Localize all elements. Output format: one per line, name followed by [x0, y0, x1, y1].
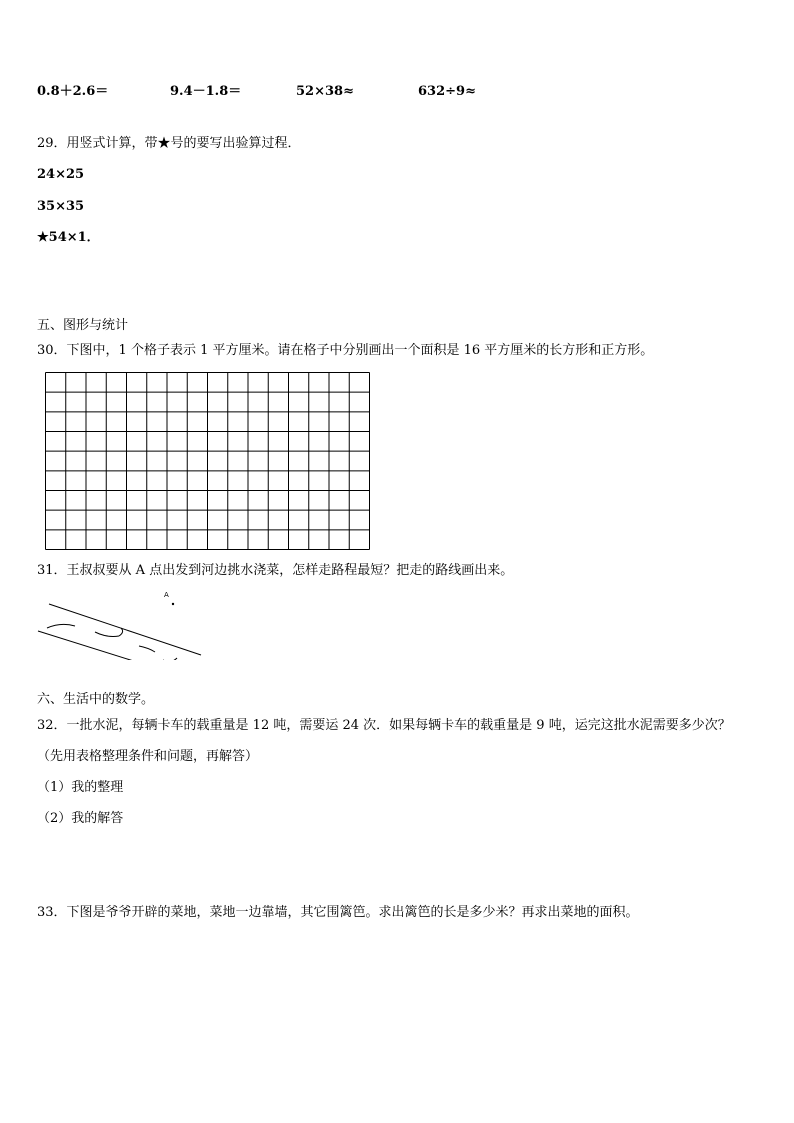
calc-item-3: 52×38≈ [296, 84, 354, 99]
section-heading-5: 五、图形与统计 [37, 318, 129, 333]
river-bank-lower [38, 631, 175, 660]
q29-item-3: ★54×1． [37, 230, 100, 245]
water-ripple [163, 658, 177, 660]
point-a-label: A [164, 591, 169, 599]
calc-item-4: 632÷9≈ [418, 84, 476, 99]
section-heading-6: 六、生活中的数学。 [37, 692, 155, 707]
water-ripple [47, 624, 75, 628]
q29-title: 29．用竖式计算，带★号的要写出验算过程． [37, 136, 301, 151]
q29-item-1: 24×25 [37, 167, 85, 182]
water-ripple [95, 632, 119, 637]
q30-title: 30．下图中，1 个格子表示 1 平方厘米。请在格子中分别画出一个面积是 16 平方厘米的长方形和正方形。 [37, 343, 654, 358]
water-ripple [139, 646, 155, 652]
q32-title: 32．一批水泥，每辆卡车的载重量是 12 吨，需要运 24 次．如果每辆卡车的载重量是 9 吨，运完这批水泥需要多少次？ [37, 718, 731, 733]
calc-item-1: 0.8＋2.6＝ [37, 84, 109, 99]
calc-item-2: 9.4－1.8＝ [170, 84, 242, 99]
river-diagram [35, 588, 203, 660]
river-bank-upper [49, 604, 201, 655]
oral-calc-row [0, 84, 794, 100]
q31-title: 31．王叔叔要从 A 点出发到河边挑水浇菜，怎样走路程最短？把走的路线画出来。 [37, 563, 514, 578]
q32-part-1: （1）我的整理 [37, 780, 124, 795]
q32-note: （先用表格整理条件和问题，再解答） [37, 749, 259, 764]
q33-title: 33．下图是爷爷开辟的菜地，菜地一边靠墙，其它围篱笆。求出篱笆的长是多少米？再求出菜地的面积。 [37, 905, 639, 920]
q29-item-2: 35×35 [37, 199, 85, 214]
water-ripple [119, 628, 123, 636]
q32-part-2: （2）我的解答 [37, 811, 124, 826]
square-grid [45, 372, 370, 550]
point-a-dot [172, 603, 174, 605]
